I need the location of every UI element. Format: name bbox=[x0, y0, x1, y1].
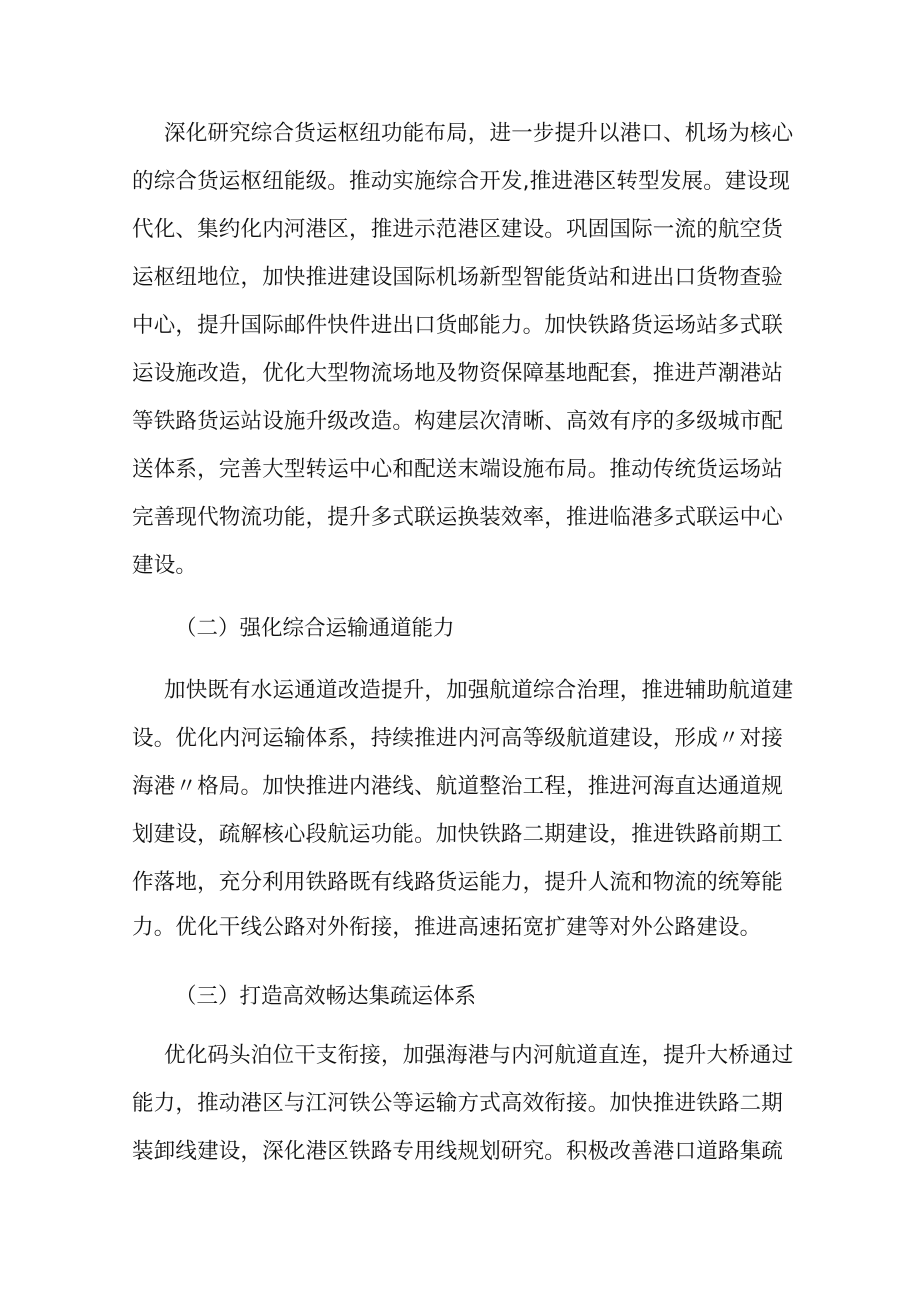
paragraph-2-line-5: 作落地，充分利用铁路既有线路货运能力，提升人流和物流的统筹能 bbox=[132, 870, 784, 895]
paragraph-1-line-8: 送体系，完善大型转运中心和配送末端设施布局。推动传统货运场站 bbox=[132, 457, 784, 482]
paragraph-3-line-3: 装卸线建设，深化港区铁路专用线规划研究。积极改善港口道路集疏 bbox=[132, 1139, 784, 1164]
paragraph-1-line-4: 运枢纽地位，加快推进建设国际机场新型智能货站和进出口货物查验 bbox=[132, 265, 784, 290]
paragraph-1-line-6: 运设施改造，优化大型物流场地及物资保障基地配套，推进芦潮港站 bbox=[132, 361, 784, 386]
section-heading-2: （二）强化综合运输通道能力 bbox=[175, 616, 455, 641]
paragraph-1-line-9: 完善现代物流功能，提升多式联运换装效率，推进临港多式联运中心 bbox=[132, 505, 784, 530]
paragraph-2-line-4: 划建设，疏解核心段航运功能。加快铁路二期建设，推进铁路前期工 bbox=[132, 822, 784, 847]
paragraph-3-line-2: 能力，推动港区与江河铁公等运输方式高效衔接。加快推进铁路二期 bbox=[132, 1091, 784, 1116]
paragraph-2-line-6: 力。优化干线公路对外衔接，推进高速拓宽扩建等对外公路建设。 bbox=[132, 915, 762, 940]
paragraph-1-line-5: 中心，提升国际邮件快件进出口货邮能力。加快铁路货运场站多式联 bbox=[132, 313, 784, 338]
paragraph-1-line-10: 建设。 bbox=[132, 553, 198, 578]
paragraph-2-line-2: 设。优化内河运输体系，持续推进内河高等级航道建设，形成〃对接 bbox=[132, 726, 784, 751]
paragraph-2-line-1: 加快既有水运通道改造提升，加强航道综合治理，推进辅助航道建 bbox=[164, 678, 794, 703]
paragraph-1-line-3: 代化、集约化内河港区，推进示范港区建设。巩固国际一流的航空货 bbox=[132, 217, 784, 242]
paragraph-3-line-1: 优化码头泊位干支衔接，加强海港与内河航道直连，提升大桥通过 bbox=[164, 1043, 794, 1068]
paragraph-1-line-7: 等铁路货运站设施升级改造。构建层次清晰、高效有序的多级城市配 bbox=[132, 409, 784, 434]
section-heading-3: （三）打造高效畅达集疏运体系 bbox=[175, 984, 477, 1009]
paragraph-1-line-1: 深化研究综合货运枢纽功能布局，进一步提升以港口、机场为核心 bbox=[164, 121, 794, 146]
paragraph-2-line-3: 海港〃格局。加快推进内港线、航道整治工程，推进河海直达通道规 bbox=[132, 774, 784, 799]
paragraph-1-line-2: 的综合货运枢纽能级。推动实施综合开发,推进港区转型发展。建设现 bbox=[132, 169, 791, 194]
